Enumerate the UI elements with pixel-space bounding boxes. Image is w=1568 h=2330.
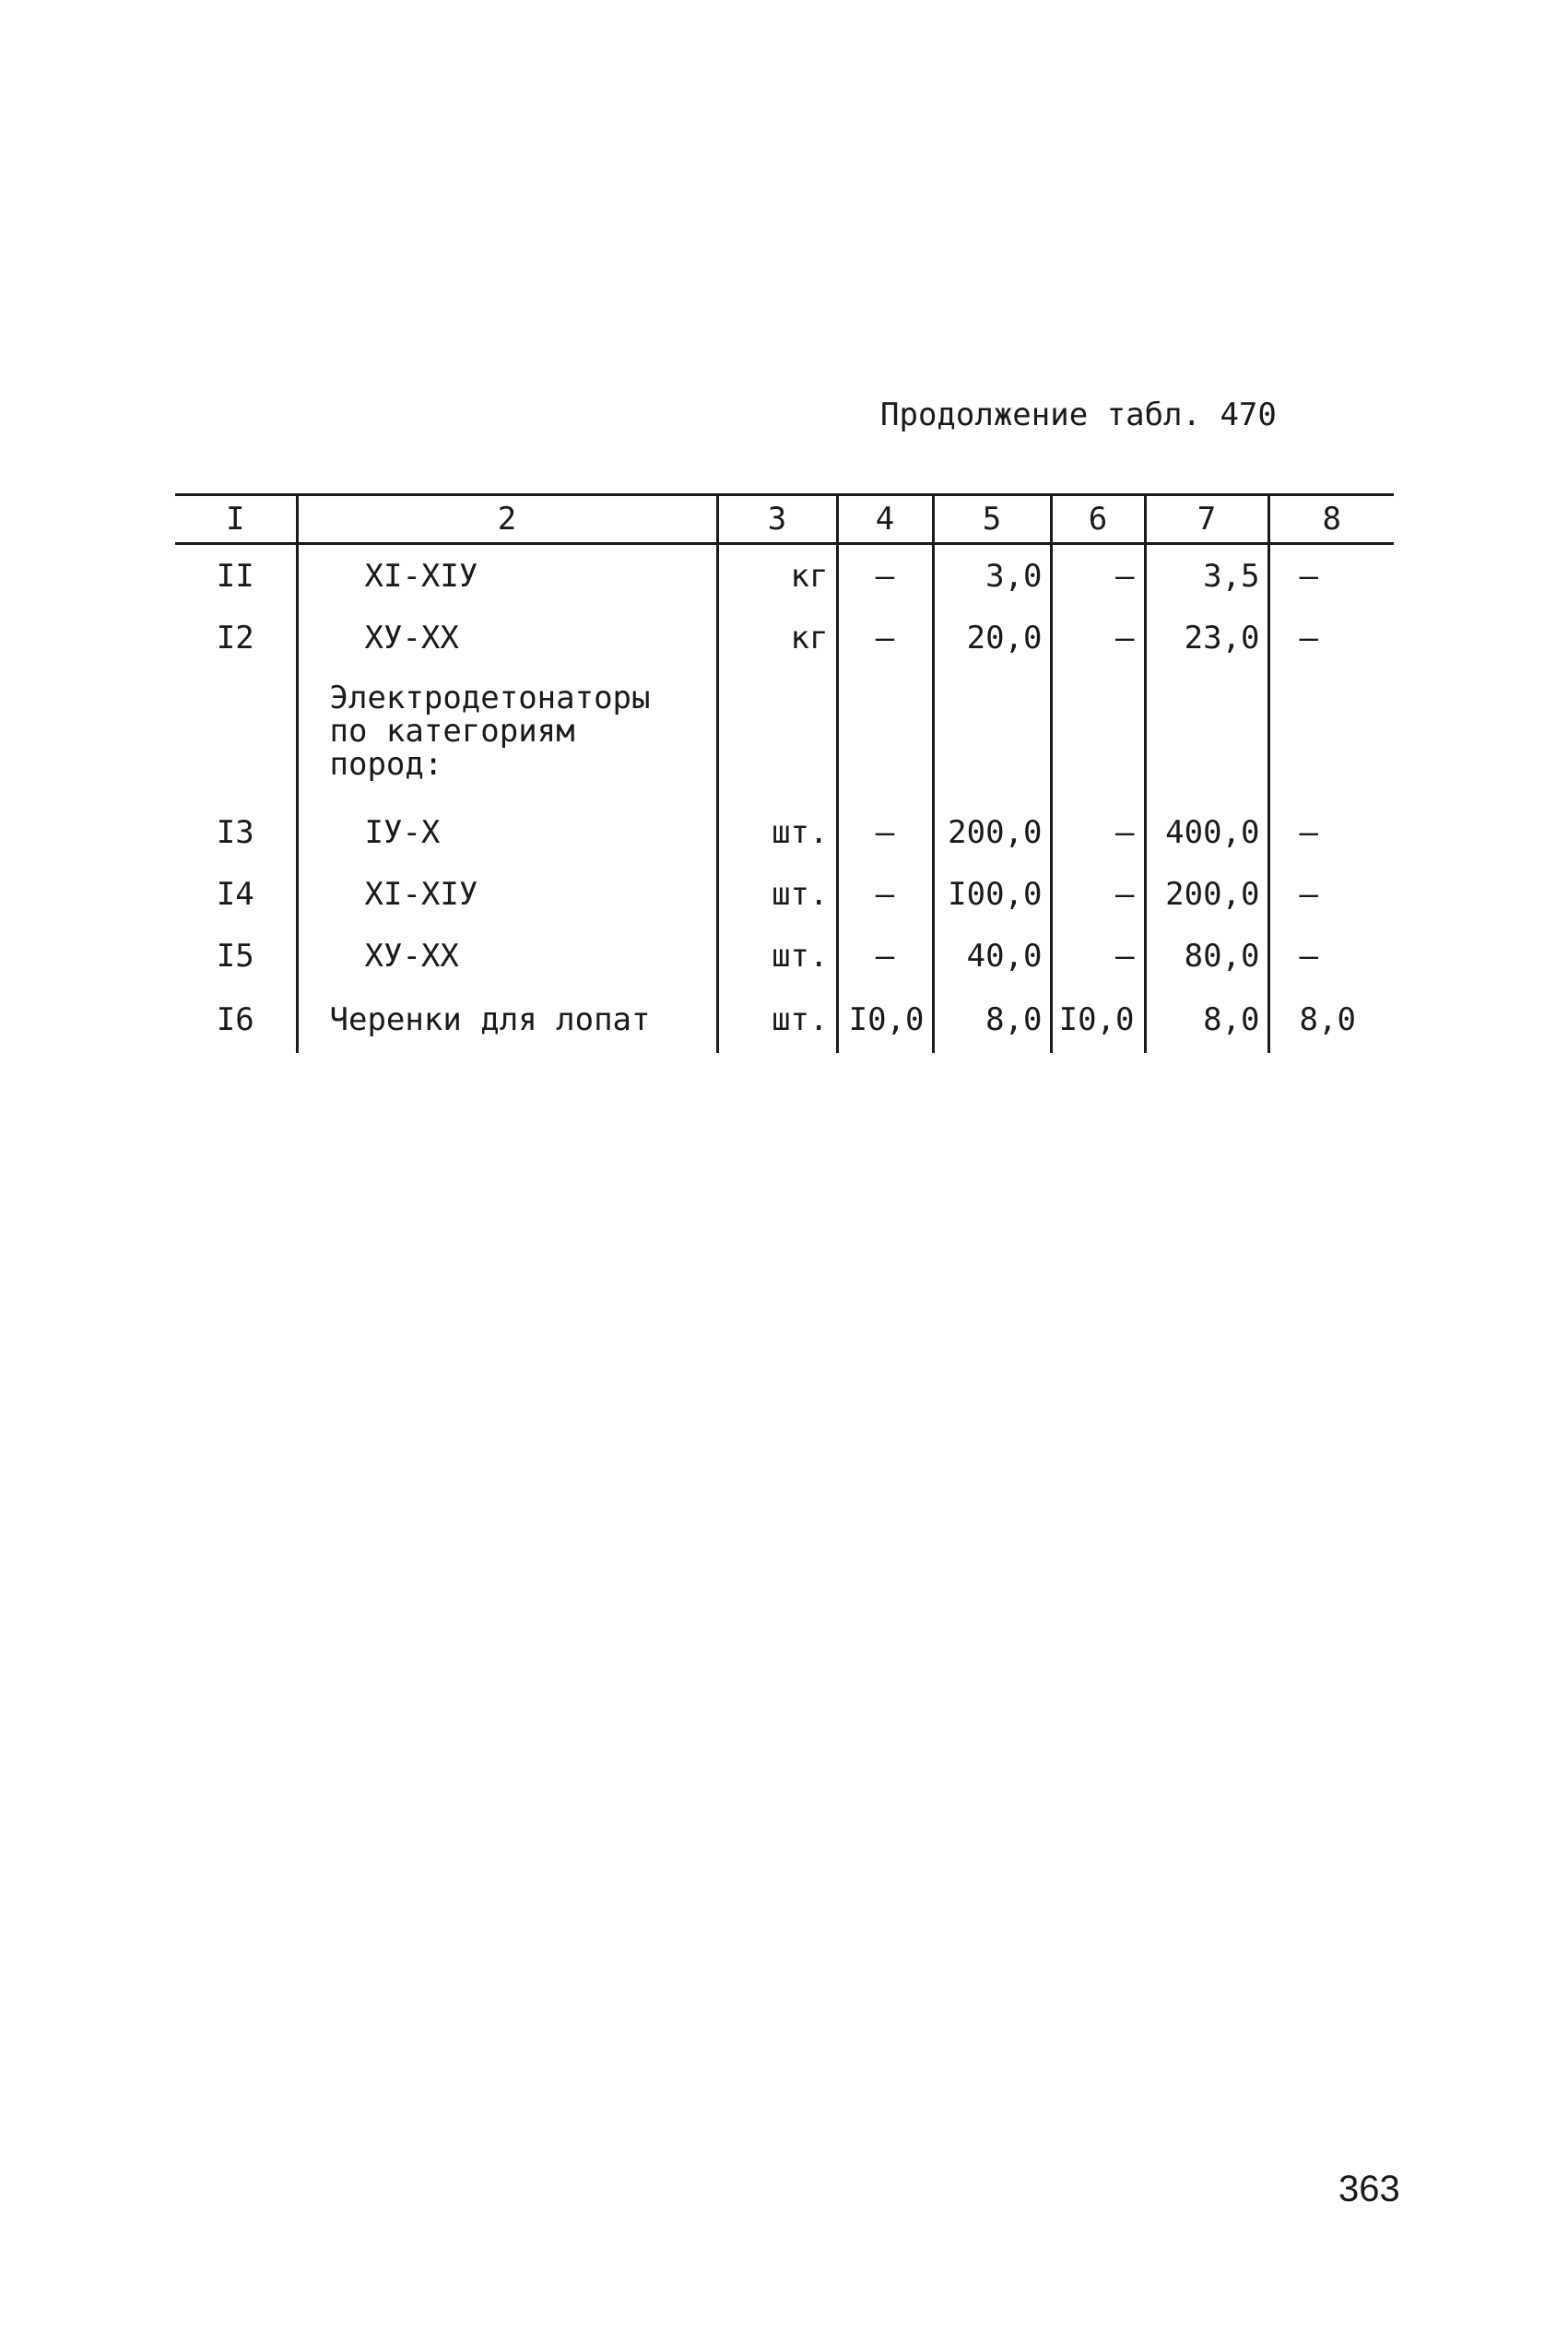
row-number [175, 668, 297, 801]
cell-col8: – [1268, 544, 1394, 608]
column-header: 2 [297, 495, 717, 544]
empty-cell [1268, 668, 1394, 801]
cell-col8: – [1268, 607, 1394, 668]
row-name: XI-XIУ [297, 863, 717, 925]
cell-col6: I0,0 [1051, 987, 1145, 1053]
cell-col5: 3,0 [933, 544, 1051, 608]
cell-col6: – [1051, 544, 1145, 608]
cell-col4: – [837, 801, 933, 863]
table-header-row [175, 495, 1394, 544]
cell-col8: – [1268, 925, 1394, 987]
column-header: 3 [717, 495, 837, 544]
cell-col8: – [1268, 863, 1394, 925]
row-unit: шт. [717, 863, 837, 925]
column-header: 4 [837, 495, 933, 544]
table-row [175, 801, 1394, 863]
cell-col5: 20,0 [933, 607, 1051, 668]
cell-col6: – [1051, 863, 1145, 925]
group-heading-cell [297, 668, 717, 801]
cell-col7: 200,0 [1145, 863, 1268, 925]
cell-col4: I0,0 [837, 987, 933, 1053]
row-unit: кг [717, 607, 837, 668]
cell-col7: 3,5 [1145, 544, 1268, 608]
row-name: XУ-XX [297, 607, 717, 668]
cell-col8: 8,0 [1268, 987, 1394, 1053]
row-number: I4 [216, 875, 254, 913]
empty-cell [1145, 668, 1268, 801]
row-unit: шт. [717, 987, 837, 1053]
empty-cell [933, 668, 1051, 801]
table-caption: Продолжение табл. 470 [880, 396, 1277, 433]
empty-cell [717, 668, 837, 801]
table-row [175, 863, 1394, 925]
cell-col7: 400,0 [1145, 801, 1268, 863]
cell-col6: – [1051, 607, 1145, 668]
empty-cell [837, 668, 933, 801]
row-number: I5 [216, 937, 254, 975]
cell-col5: I00,0 [933, 863, 1051, 925]
row-unit: шт. [717, 801, 837, 863]
column-header: 7 [1145, 495, 1268, 544]
row-unit: шт. [717, 925, 837, 987]
row-name: XУ-XX [297, 925, 717, 987]
cell-col6: – [1051, 925, 1145, 987]
cell-col5: 8,0 [933, 987, 1051, 1053]
row-name: IУ-X [297, 801, 717, 863]
row-number: II [216, 557, 254, 595]
row-name: XI-XIУ [297, 544, 717, 608]
table-row [175, 987, 1394, 1053]
group-heading: Электродетонаторы по категориям пород: [329, 680, 651, 783]
table-group-row [175, 668, 1394, 801]
column-header: I [226, 501, 245, 538]
cell-col4: – [837, 607, 933, 668]
cell-col4: – [837, 544, 933, 608]
cell-col7: 23,0 [1145, 607, 1268, 668]
page-number: 363 [1338, 2169, 1400, 2209]
table-row [175, 925, 1394, 987]
cell-col7: 80,0 [1145, 925, 1268, 987]
cell-col5: 40,0 [933, 925, 1051, 987]
row-name: Черенки для лопат [297, 987, 717, 1053]
data-table [175, 493, 1394, 1053]
column-header: 5 [933, 495, 1051, 544]
table-row [175, 544, 1394, 608]
column-header: 8 [1268, 495, 1394, 544]
cell-col8: – [1268, 801, 1394, 863]
row-number: I6 [216, 1001, 254, 1038]
table-row [175, 607, 1394, 668]
row-number: I2 [216, 619, 254, 656]
row-unit: кг [717, 544, 837, 608]
cell-col5: 200,0 [933, 801, 1051, 863]
cell-col7: 8,0 [1145, 987, 1268, 1053]
empty-cell [1051, 668, 1145, 801]
cell-col6: – [1051, 801, 1145, 863]
column-header: 6 [1051, 495, 1145, 544]
data-table-container [175, 493, 1394, 1053]
cell-col4: – [837, 925, 933, 987]
row-number: I3 [216, 813, 254, 851]
cell-col4: – [837, 863, 933, 925]
